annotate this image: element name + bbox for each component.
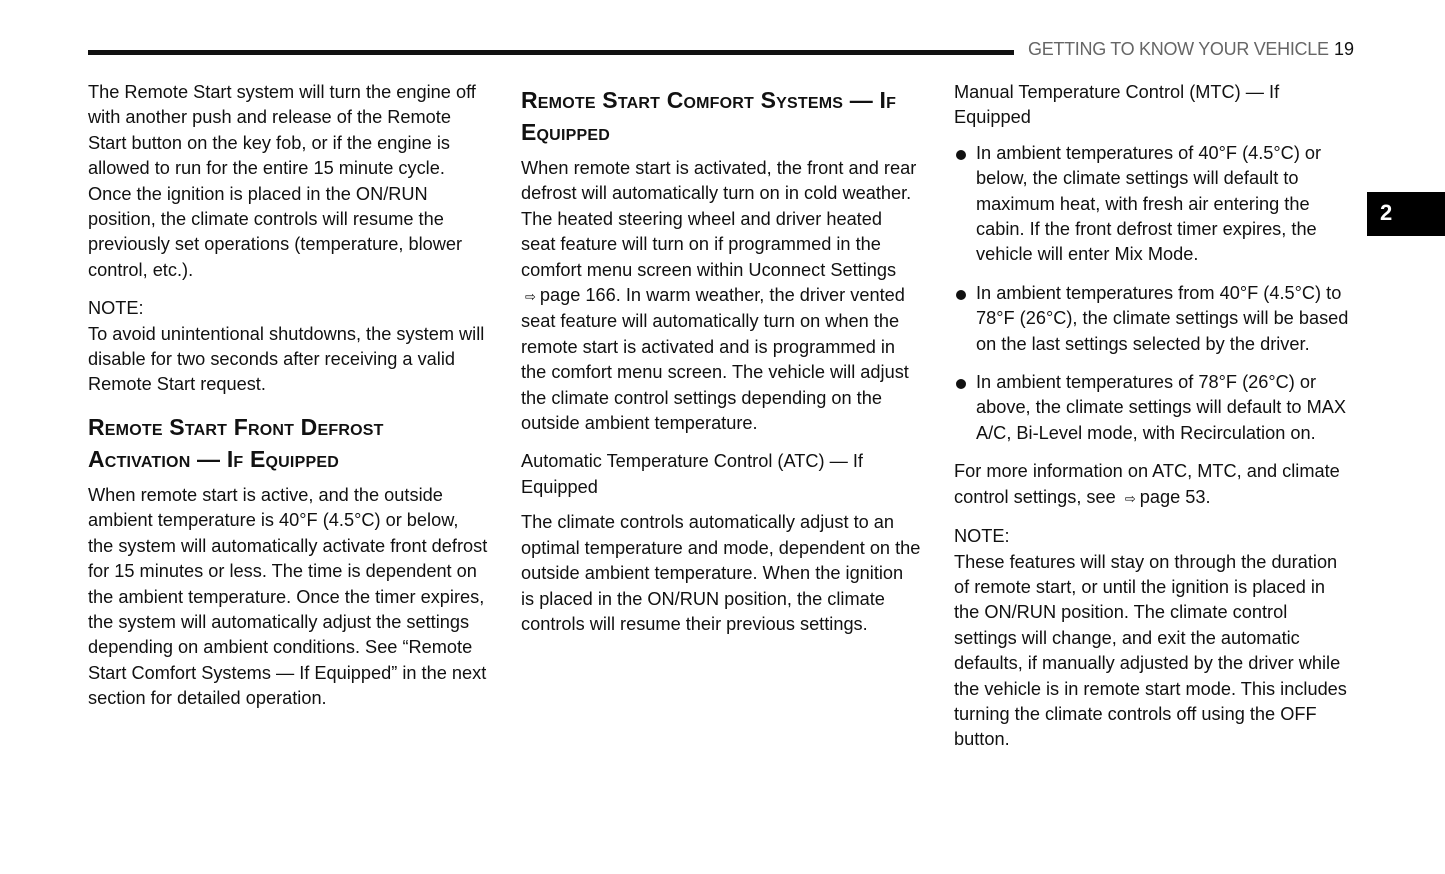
column-3: [954, 80, 1354, 766]
section-title: GETTING TO KNOW YOUR VEHICLE: [1028, 39, 1329, 59]
list-item: In ambient temperatures of 78°F (26°C) or above, the climate settings will default to MAX A/C, Bi-Level mode, with Recirculation on.: [954, 370, 1354, 446]
column-2: [521, 80, 921, 650]
intro-paragraph: The Remote Start system will turn the engine off with another push and release of the Remote Start button on the key fob, or if the engine is allowed to run for the entire 15 minute cycle. Once the ignition is placed in the ON/RUN position, the climate controls will resume the previously set operations (temperature, blower control, etc.).: [88, 82, 476, 280]
atc-body: The climate controls automatically adjust to an optimal temperature and mode, dependent on the outside ambient temperature. When the ignition is placed in the ON/RUN position, the climate controls will resume their previous settings.: [521, 512, 921, 634]
comfort-systems-body: When remote start is activated, the front and rear defrost will automatically turn on in cold weather. The heated steering wheel and driver heated seat feature will turn on if programmed in the comfort menu screen within Uconnect Settings ⇨ page 166. In warm weather, the driver vented seat feature will automatically turn on when the remote start is activated and is programmed in the comfort menu screen. The vehicle will adjust the climate control settings depending on the outside ambient temperature.: [521, 158, 917, 434]
page-reference-link[interactable]: page 166: [539, 285, 616, 306]
note-text: These features will stay on through the duration of remote start, or until the ignition is placed in the ON/RUN position. The climate control settings will change, and exit the automatic defaults, if manually adjusted by the driver while the vehicle is in remote start mode. This includes turning the climate controls off using the OFF button.: [954, 551, 1347, 750]
note-text: To avoid unintentional shutdowns, the system will disable for two seconds after receiving a valid Remote Start request.: [88, 323, 485, 395]
page-reference-link[interactable]: page 53: [1139, 486, 1206, 507]
subheading-mtc: Manual Temperature Control (MTC) — If Equipped: [954, 82, 1280, 128]
note-label: NOTE:: [954, 526, 1010, 547]
note-label: NOTE:: [88, 298, 144, 319]
more-info-paragraph: For more information on ATC, MTC, and climate control settings, see ⇨ page 53.: [954, 461, 1340, 507]
front-defrost-body: When remote start is active, and the outside ambient temperature is 40°F (4.5°C) or below, the system will automatically activate front defrost for 15 minutes or less. The time is dependent on the ambient temperature. Once the timer expires, the system will automatically adjust the settings depending on ambient conditions. See “Remote Start Comfort Systems — If Equipped” in the next section for detailed operation.: [88, 484, 488, 709]
header-rule: [88, 50, 1014, 55]
subheading-atc: Automatic Temperature Control (ATC) — If Equipped: [521, 451, 863, 497]
bullet-icon: [956, 290, 966, 300]
list-item: In ambient temperatures of 40°F (4.5°C) or below, the climate settings will default to maximum heat, with fresh air entering the cabin. If the front defrost timer expires, the vehicle will enter Mix Mode.: [954, 141, 1354, 268]
bullet-icon: [956, 150, 966, 160]
page-number: 19: [1334, 39, 1355, 59]
section-heading-front-defrost: Remote Start Front Defrost Activation — If Equipped: [88, 413, 384, 472]
chapter-tab[interactable]: 2: [1367, 192, 1445, 236]
mtc-bullet-list: [954, 141, 1354, 446]
section-heading-comfort-systems: Remote Start Comfort Systems — If Equipped: [521, 87, 897, 145]
bullet-icon: [956, 379, 966, 389]
page-reference-arrow-icon: ⇨: [525, 289, 536, 305]
page-reference-arrow-icon: ⇨: [1124, 490, 1136, 506]
list-item: In ambient temperatures from 40°F (4.5°C) to 78°F (26°C), the climate settings will be based on the last settings selected by the driver.: [954, 281, 1354, 357]
column-1: [88, 80, 488, 725]
